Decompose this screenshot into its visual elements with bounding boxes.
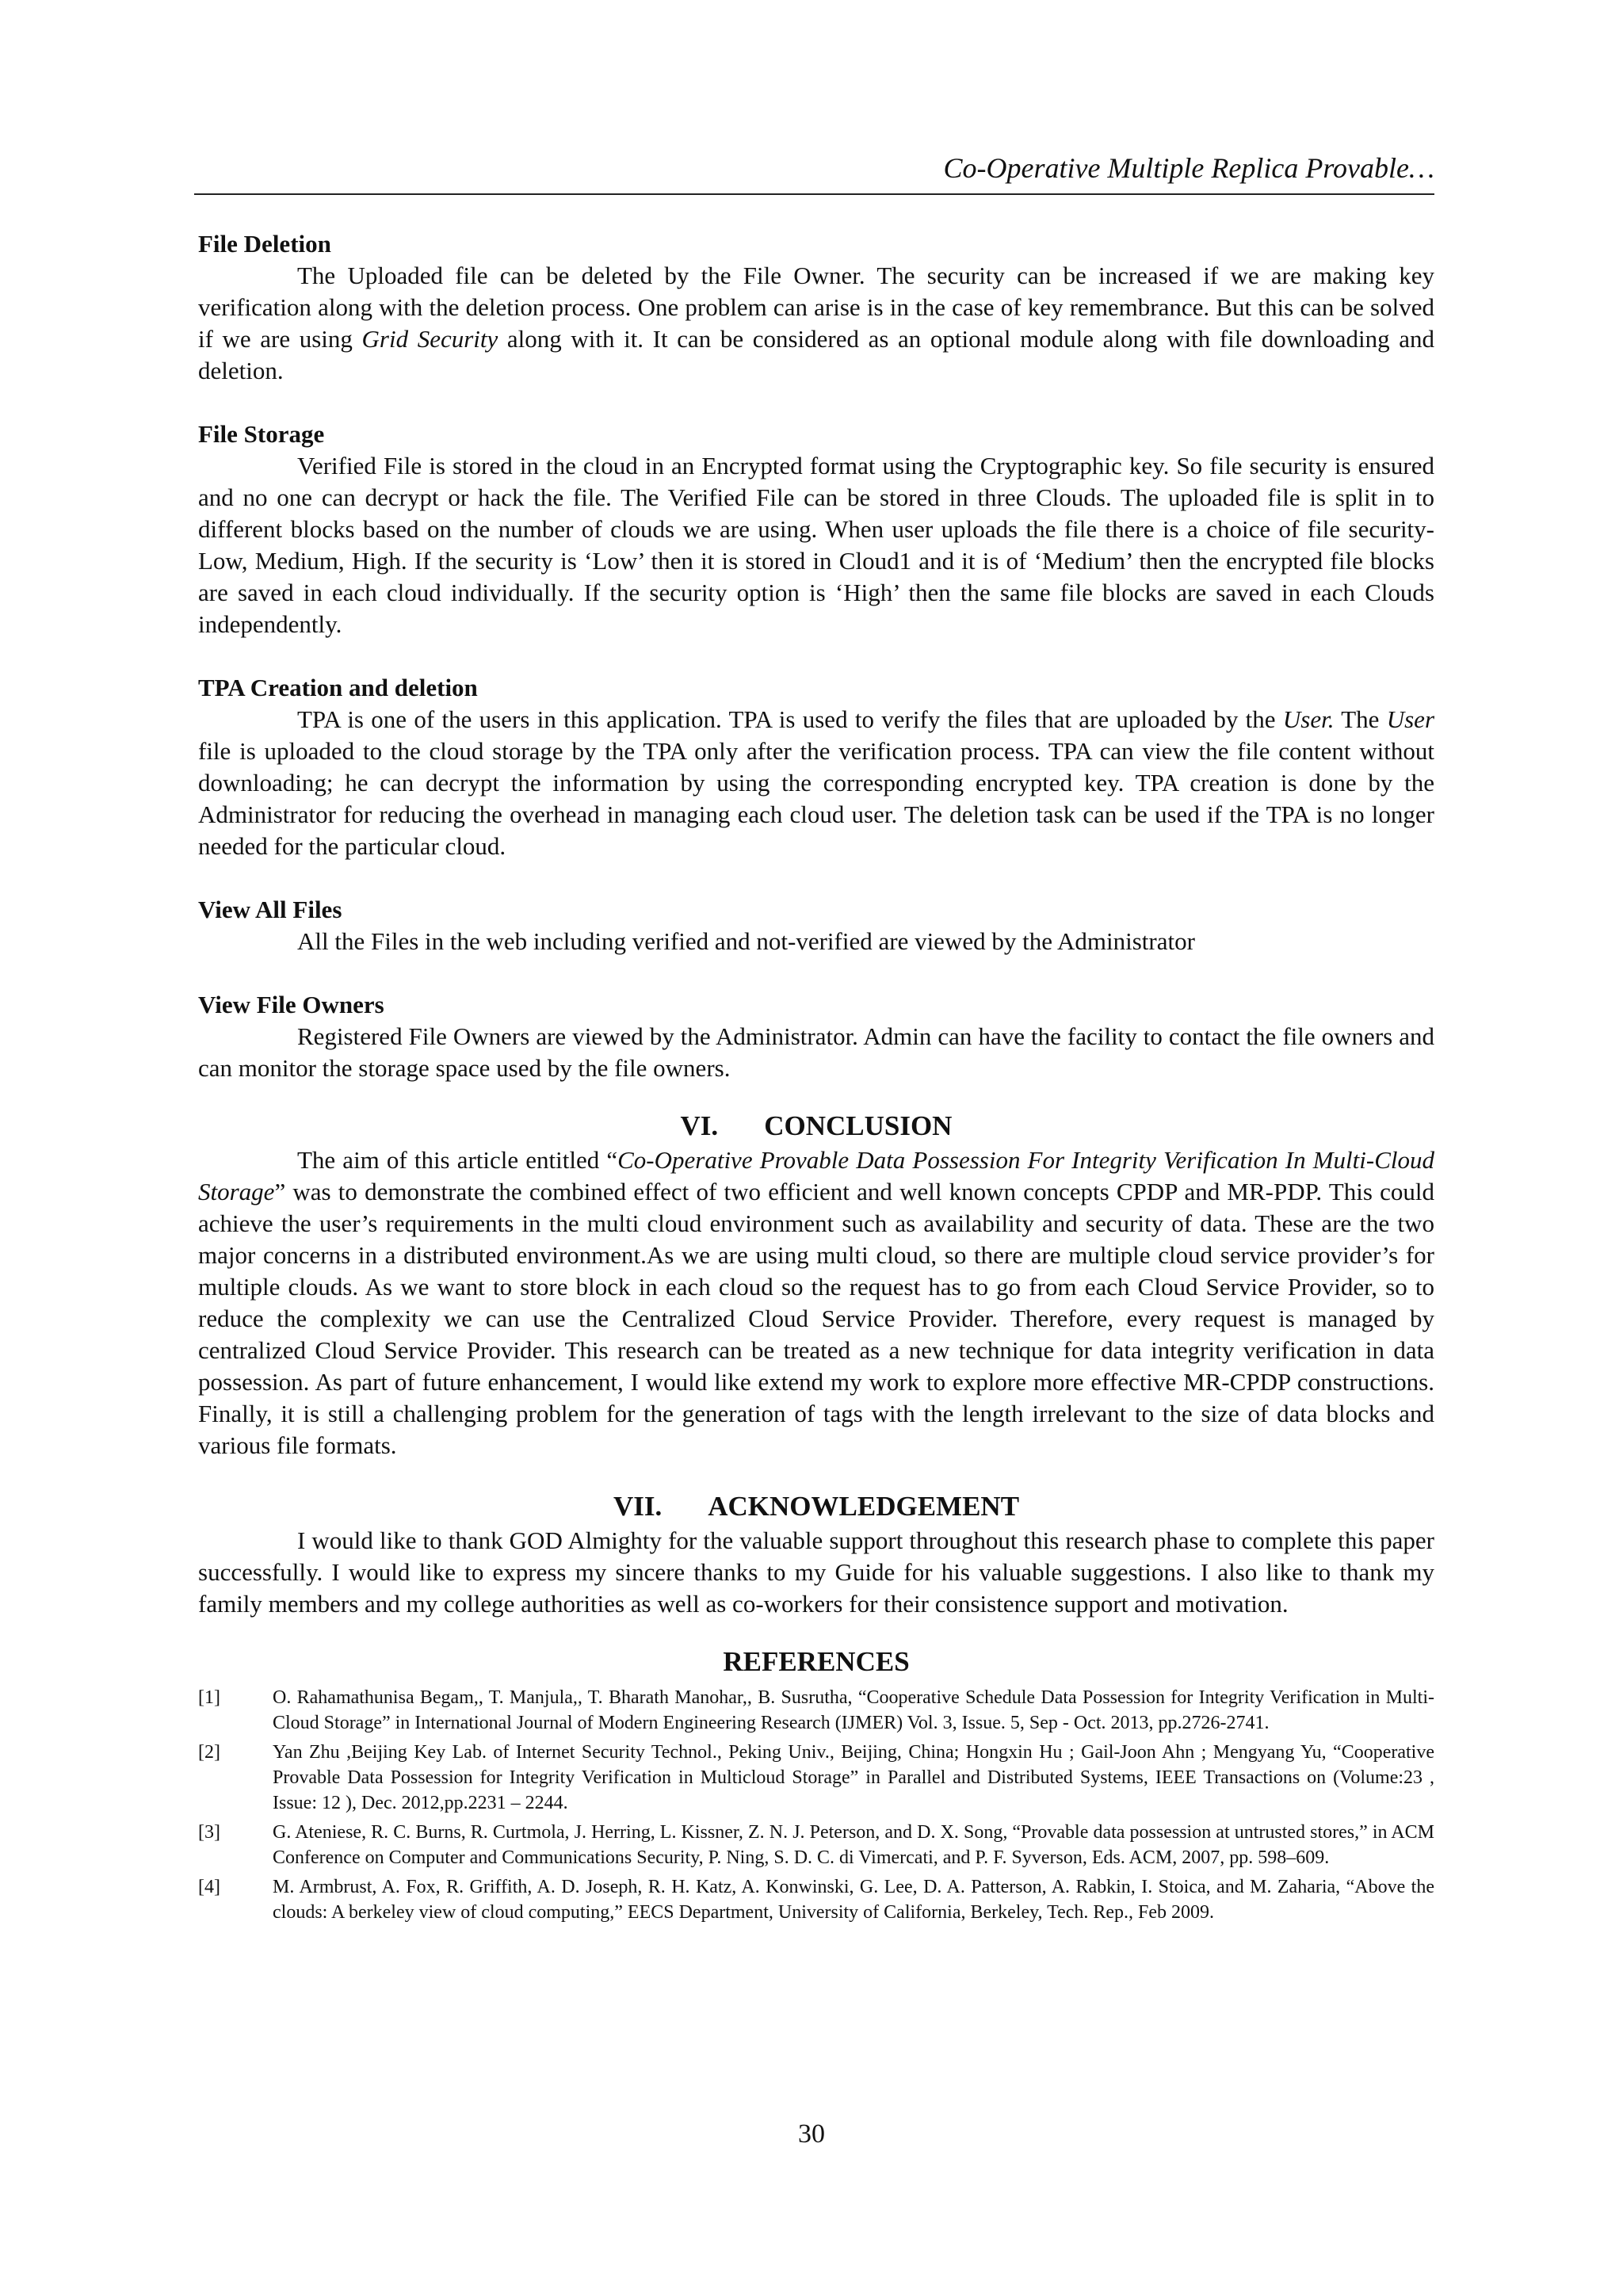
paragraph: Verified File is stored in the cloud in an Encrypted format using the Cryptographic key. So file security is ensured and no one can decrypt or hack the file. The Verified File can be stored in three Clouds. The uploaded file is split in to different blocks based on the number of clouds we are using. When user uploads the file there is a choice of file security-Low, Medium, High. If the security is ‘Low’ then it is stored in Cloud1 and it is of ‘Medium’ then the encrypted file blocks are saved in each cloud individually. If the security option is ‘High’ then the same file blocks are saved in each Clouds independently.	[198, 452, 1434, 638]
section-title: File Deletion	[198, 230, 331, 258]
reference-number: [3]	[198, 1822, 220, 1843]
header-rule	[194, 193, 1434, 195]
emphasis-text: User.	[1282, 705, 1335, 733]
section-acknowledgement	[198, 1488, 1434, 1620]
conclusion-heading	[198, 1108, 1434, 1144]
text-run: The	[1334, 705, 1387, 733]
text-run: The aim of this article entitled “	[297, 1146, 618, 1174]
paragraph	[198, 704, 1434, 862]
reference-item	[198, 1740, 1434, 1816]
text-run: file is uploaded to the cloud storage by the TPA only after the verification process. TPA can view the file content without downloading; he can decrypt the information by using the corresponding encrypted key. TPA creation is done by the Administrator for reducing the overhead in managing each cloud user. The deletion task can be used if the TPA is no longer needed for the particular cloud.	[198, 737, 1434, 860]
paragraph	[198, 260, 1434, 387]
reference-item	[198, 1685, 1434, 1736]
text-run: ” was to demonstrate the combined effect of two efficient and well known concepts CPDP and MR-PDP. This could achieve the user’s requirements in the multi cloud environment such as availability and security of data. These are the two major concerns in a distributed environment.As we are using multi cloud, so there are multiple cloud service provider’s for multiple clouds. As we want to store block in each cloud so the request has to go from each Cloud Service Provider, so to reduce the complexity we can use the Centralized Cloud Service Provider. Therefore, every request is managed by centralized Cloud Service Provider. This research can be treated as a new technique for data integrity verification in data possession. As part of future enhancement, I would like extend my work to explore more effective MR-CPDP constructions. Finally, it is still a challenging problem for the generation of tags with the length irrelevant to the size of data blocks and various file formats.	[198, 1178, 1434, 1459]
section-conclusion	[198, 1108, 1434, 1461]
paragraph: Registered File Owners are viewed by the Administrator. Admin can have the facility to contact the file owners and can monitor the storage space used by the file owners.	[198, 1022, 1434, 1082]
paragraph	[198, 1144, 1434, 1461]
reference-text: O. Rahamathunisa Begam,, T. Manjula,, T. Bharath Manohar,, B. Susrutha, “Cooperative Schedule Data Possession for Integrity Verification in Multi-Cloud Storage” in International Journal of Modern Engineering Research (IJMER) Vol. 3, Issue. 5, Sep - Oct. 2013, pp.2726-2741.	[273, 1687, 1434, 1733]
section-file-storage	[198, 418, 1434, 640]
emphasis-text: User	[1386, 705, 1435, 733]
heading-number: VI.	[680, 1110, 719, 1141]
paragraph: I would like to thank GOD Almighty for the valuable support throughout this research phase to complete this paper successfully. I would like to express my sincere thanks to my Guide for his valuable suggestions. I also like to thank my family members and my college authorities as well as co-workers for their consistence support and motivation.	[198, 1526, 1434, 1618]
reference-list	[198, 1685, 1434, 1925]
heading-text: CONCLUSION	[764, 1110, 953, 1141]
text-run: The Uploaded file can be deleted by the File Owner. The security can be increased if we are making key verification along with the deletion process. One problem can arise is in the case of key remembrance. But this can be solved if we are using	[198, 262, 1434, 353]
emphasis-text: Grid Security	[361, 325, 498, 353]
page-body	[198, 228, 1434, 1929]
section-references	[198, 1644, 1434, 1925]
reference-item	[198, 1820, 1434, 1870]
reference-number: [4]	[198, 1877, 220, 1897]
section-title: File Storage	[198, 420, 325, 448]
reference-text: G. Ateniese, R. C. Burns, R. Curtmola, J. Herring, L. Kissner, Z. N. J. Peterson, and D. X. Song, “Provable data possession at untrusted stores,” in ACM Conference on Computer and Communications Security, P. Ning, S. D. C. di Vimercati, and P. F. Syverson, Eds. ACM, 2007, pp. 598–609.	[273, 1822, 1434, 1868]
section-title: View All Files	[198, 896, 342, 923]
reference-number: [1]	[198, 1687, 220, 1708]
heading-text: ACKNOWLEDGEMENT	[708, 1491, 1020, 1522]
text-run: TPA is one of the users in this application. TPA is used to verify the files that are uploaded by the	[297, 705, 1283, 733]
acknowledgement-heading	[198, 1488, 1434, 1525]
reference-text: Yan Zhu ,Beijing Key Lab. of Internet Security Technol., Peking Univ., Beijing, China; Hongxin Hu ; Gail-Joon Ahn ; Mengyang Yu, “Cooperative Provable Data Possession for Integrity Verification in Multicloud Storage” in Parallel and Distributed Systems, IEEE Transactions on (Volume:23 , Issue: 12 ), Dec. 2012,pp.2231 – 2244.	[273, 1742, 1434, 1813]
emphasis-text: Co-Operative Provable Data Possession For Integrity Verification In Multi-Cloud Storage	[198, 1146, 1434, 1205]
references-heading: REFERENCES	[723, 1646, 910, 1677]
reference-text: M. Armbrust, A. Fox, R. Griffith, A. D. Joseph, R. H. Katz, A. Konwinski, G. Lee, D. A. Patterson, A. Rabkin, I. Stoica, and M. Zaharia, “Above the clouds: A berkeley view of cloud computing,” EECS Department, University of California, Berkeley, Tech. Rep., Feb 2009.	[273, 1877, 1434, 1923]
paragraph: All the Files in the web including verified and not-verified are viewed by the Administrator	[297, 927, 1195, 955]
section-title: View File Owners	[198, 991, 384, 1018]
running-header: Co-Operative Multiple Replica Provable…	[943, 152, 1434, 184]
page-number: 30	[798, 2119, 825, 2149]
heading-number: VII.	[613, 1491, 663, 1522]
text-run: along with it. It can be considered as an optional module along with file downloading and deletion.	[198, 325, 1435, 384]
section-file-deletion	[198, 228, 1434, 387]
section-view-all-files	[198, 894, 1434, 957]
section-title: TPA Creation and deletion	[198, 674, 478, 701]
section-view-file-owners	[198, 989, 1434, 1084]
reference-number: [2]	[198, 1742, 220, 1763]
section-tpa	[198, 672, 1434, 862]
reference-item	[198, 1874, 1434, 1925]
